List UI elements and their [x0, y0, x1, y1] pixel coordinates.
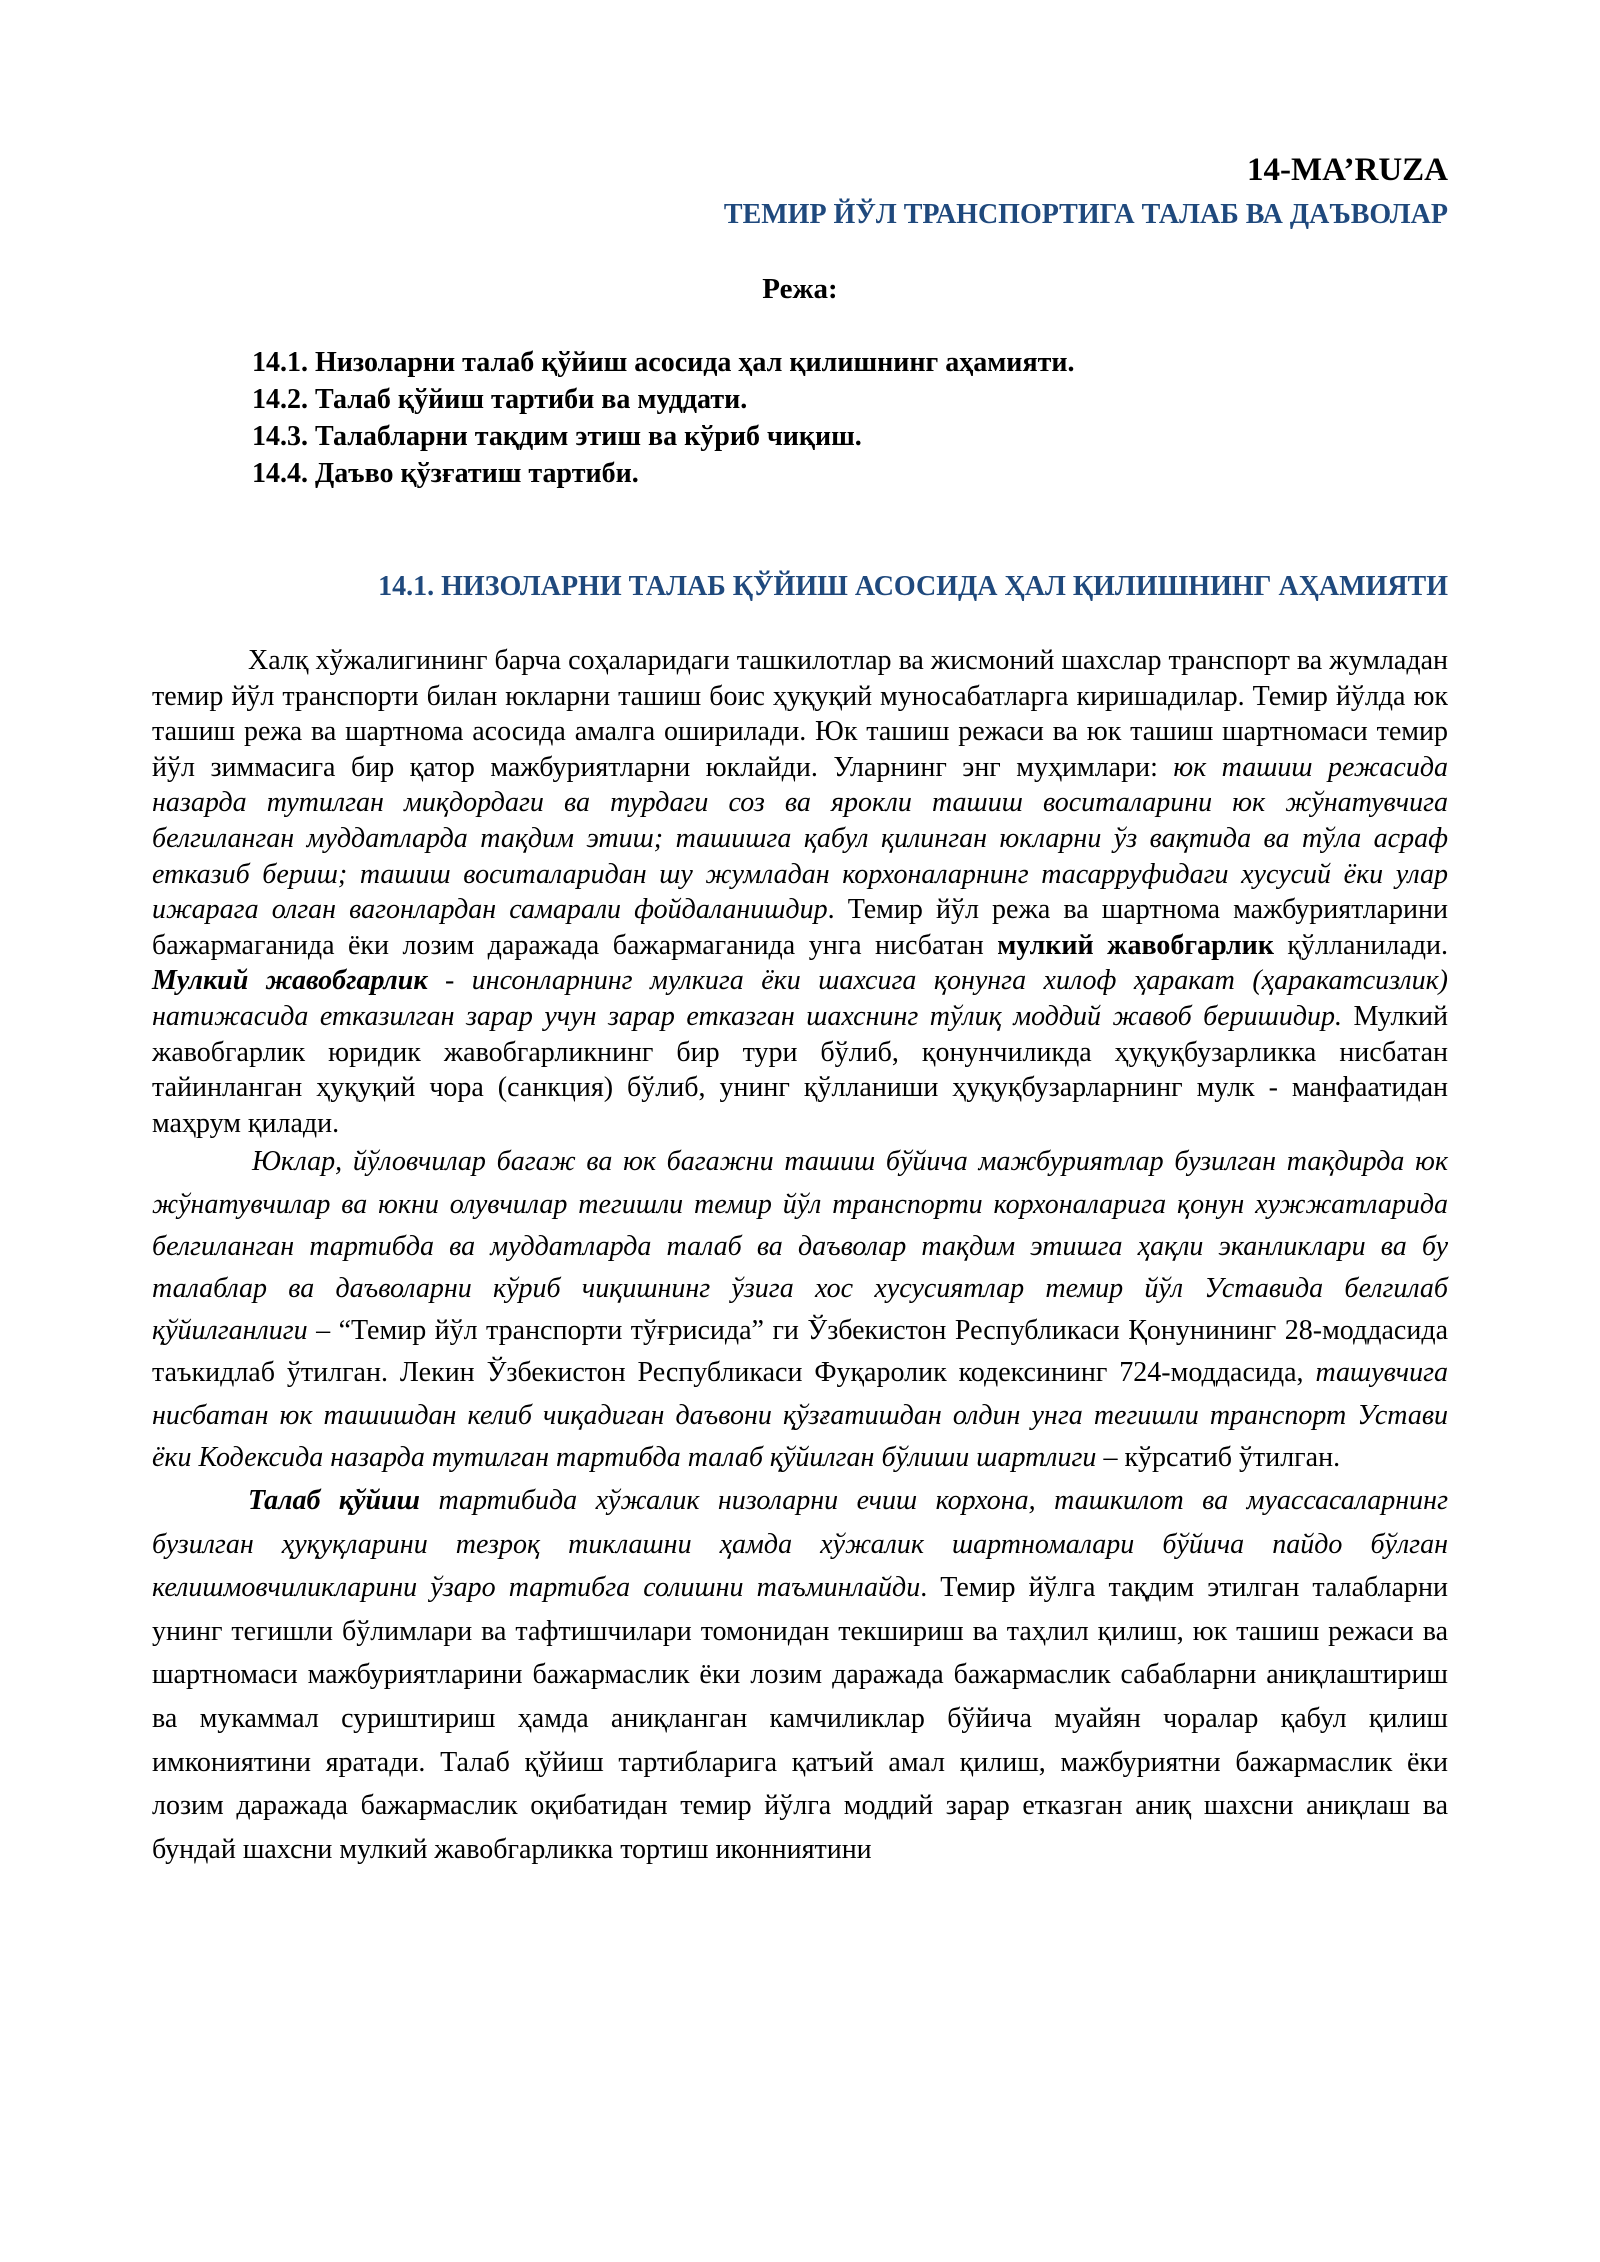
italic-run: ташувчига нисбатан юк ташишдан келиб чиқадиган даъвони қўзғатишдан олдин унга тегишли транспорт Устави ёки Кодексида назарда тутилган тартибда талаб қўйилган бўлиши шартлиги — [152, 1357, 1448, 1473]
text-run: . Темир йўл режа ва шартнома мажбуриятларини бажармаганида ёки лозим даражада бажармаганида унга нисбатан — [152, 894, 1449, 961]
plan-item: 14.1. Низоларни талаб қўйиш асосида ҳал қилишнинг аҳамияти. — [252, 347, 1075, 378]
body-text — [152, 643, 1448, 1871]
text-run: . Темир йўлга тақдим этилган талабларни унинг тегишли бўлимлари ва тафтишчилари томонидан текшириш ва таҳлил қилиш, юк ташиш режаси ва шартномаси мажбуриятларини бажармаслик ёки лозим даражада бажармаслик сабабларни аниқлаштириш ва мукаммал суриштириш ҳамда аниқланган камчиликлар бўйича муайян чоралар қабул қилиш имкониятини яратади. Талаб қўйиш тартибларига қатъий амал қилиш, мажбуриятни бажармаслик ёки лозим даражада бажармаслик оқибатидан темир йўлга моддий зарар етказган аниқ шахсни аниқлаш ва бундай шахсни мулкий жавобгарликка тортиш иконниятини — [152, 1572, 1448, 1865]
plan-item: 14.4. Даъво қўзғатиш тартиби. — [252, 458, 639, 489]
section-heading: 14.1. НИЗОЛАРНИ ТАЛАБ ҚЎЙИШ АСОСИДА ҲАЛ ҚИЛИШНИНГ АҲАМИЯТИ — [378, 571, 1448, 602]
plan-heading: Режа: — [762, 273, 838, 305]
plan-list — [252, 344, 1074, 492]
italic-run: Юклар, йўловчилар багаж ва юк багажни ташиш бўйича мажбуриятлар бузилган тақдирда юк жўнатувчилар ва юкни олувчилар тегишли темир йўл транспорти корхоналарига қонун хужжатларида белгиланган тартибда ва муддатларда талаб ва даъволар тақдим этишга ҳақли эканликлари ва бу талаблар ва даъволарни кўриб чиқишнинг ўзига хос хусусиятлар темир йўл Уставида белгилаб қўйилганлиги — [152, 1146, 1448, 1347]
plan-item: 14.2. Талаб қўйиш тартиби ва муддати. — [252, 384, 748, 415]
plan-item: 14.3. Талабларни тақдим этиш ва кўриб чиқиш. — [252, 421, 862, 452]
italic-run: - инсонларнинг мулкига ёки шахсига қонунга хилоф ҳаракат (ҳаракатсизлик) натижасида етказилган зарар учун зарар етказган шахснинг тўлиқ моддий жавоб беришидир. — [152, 965, 1449, 1032]
italic-run: тартибида хўжалик низоларни ечиш корхона, ташкилот ва муассасаларнинг бузилган ҳуқуқларини тезроқ тиклашни ҳамда хўжалик шартномалари бўйича пайдо бўлган келишмовчиликларини ўзаро тартибга солишни таъминлайди — [152, 1484, 1448, 1604]
italic-run: юк ташиш режасида назарда тутилган миқдордаги ва турдаги соз ва ярокли ташиш воситаларини юк жўнатувчига белгиланган муддатларда тақдим этиш; ташишга қабул қилинган юкларни ўз вақтида ва тўла асраф етказиб бериш; ташиш воситаларидан шу жумладан корхоналарнинг тасарруфидаги хусусий ёки улар ижарага олган вагонлардан самарали фойдаланишдир — [152, 751, 1448, 926]
text-run: – “Темир йўл транспорти тўғрисида” ги Ўзбекистон Республикаси Қонунининг 28-моддасида таъкидлаб ўтилган. Лекин Ўзбекистон Республикаси Фуқаролик кодексининг 724-моддасида, — [152, 1315, 1448, 1389]
bold-term: мулкий жавобгарлик — [997, 929, 1274, 961]
paragraph-2 — [152, 1141, 1448, 1479]
text-run: Мулкий жавобгарлик юридик жавобгарликнинг бир тури бўлиб, қонунчиликда ҳуқуқбузарликка нисбатан тайинланган ҳуқуқий чора (санкция) бўлиб, унинг қўлланиши ҳуқуқбузарларнинг мулк - манфаатидан маҳрум қилади. — [152, 1000, 1448, 1139]
definition-term: Талаб қўйиш — [248, 1484, 420, 1516]
definition-term: Мулкий жавобгарлик — [152, 965, 428, 997]
text-run: қўлланилади. — [1273, 929, 1448, 961]
text-run: Халқ хўжалигининг барча соҳаларидаги ташкилотлар ва жисмоний шахслар транспорт ва жумладан темир йўл транспорти билан юкларни ташиш боис ҳуқуқий муносабатларга киришадилар. Темир йўлда юк ташиш режа ва шартнома асосида амалга оширилади. Юк ташиш режаси ва юк ташиш шартномаси темир йўл зиммасига бир қатор мажбуриятларни юклайди. Уларнинг энг муҳимлари: — [152, 645, 1448, 783]
lecture-number: 14-MA’RUZA — [1246, 152, 1448, 188]
text-run: – кўрсатиб ўтилган. — [1096, 1441, 1341, 1473]
lecture-title: ТЕМИР ЙЎЛ ТРАНСПОРТИГА ТАЛАБ ВА ДАЪВОЛАР — [723, 199, 1448, 230]
paragraph-3 — [152, 1479, 1448, 1871]
paragraph-1 — [152, 643, 1448, 1141]
